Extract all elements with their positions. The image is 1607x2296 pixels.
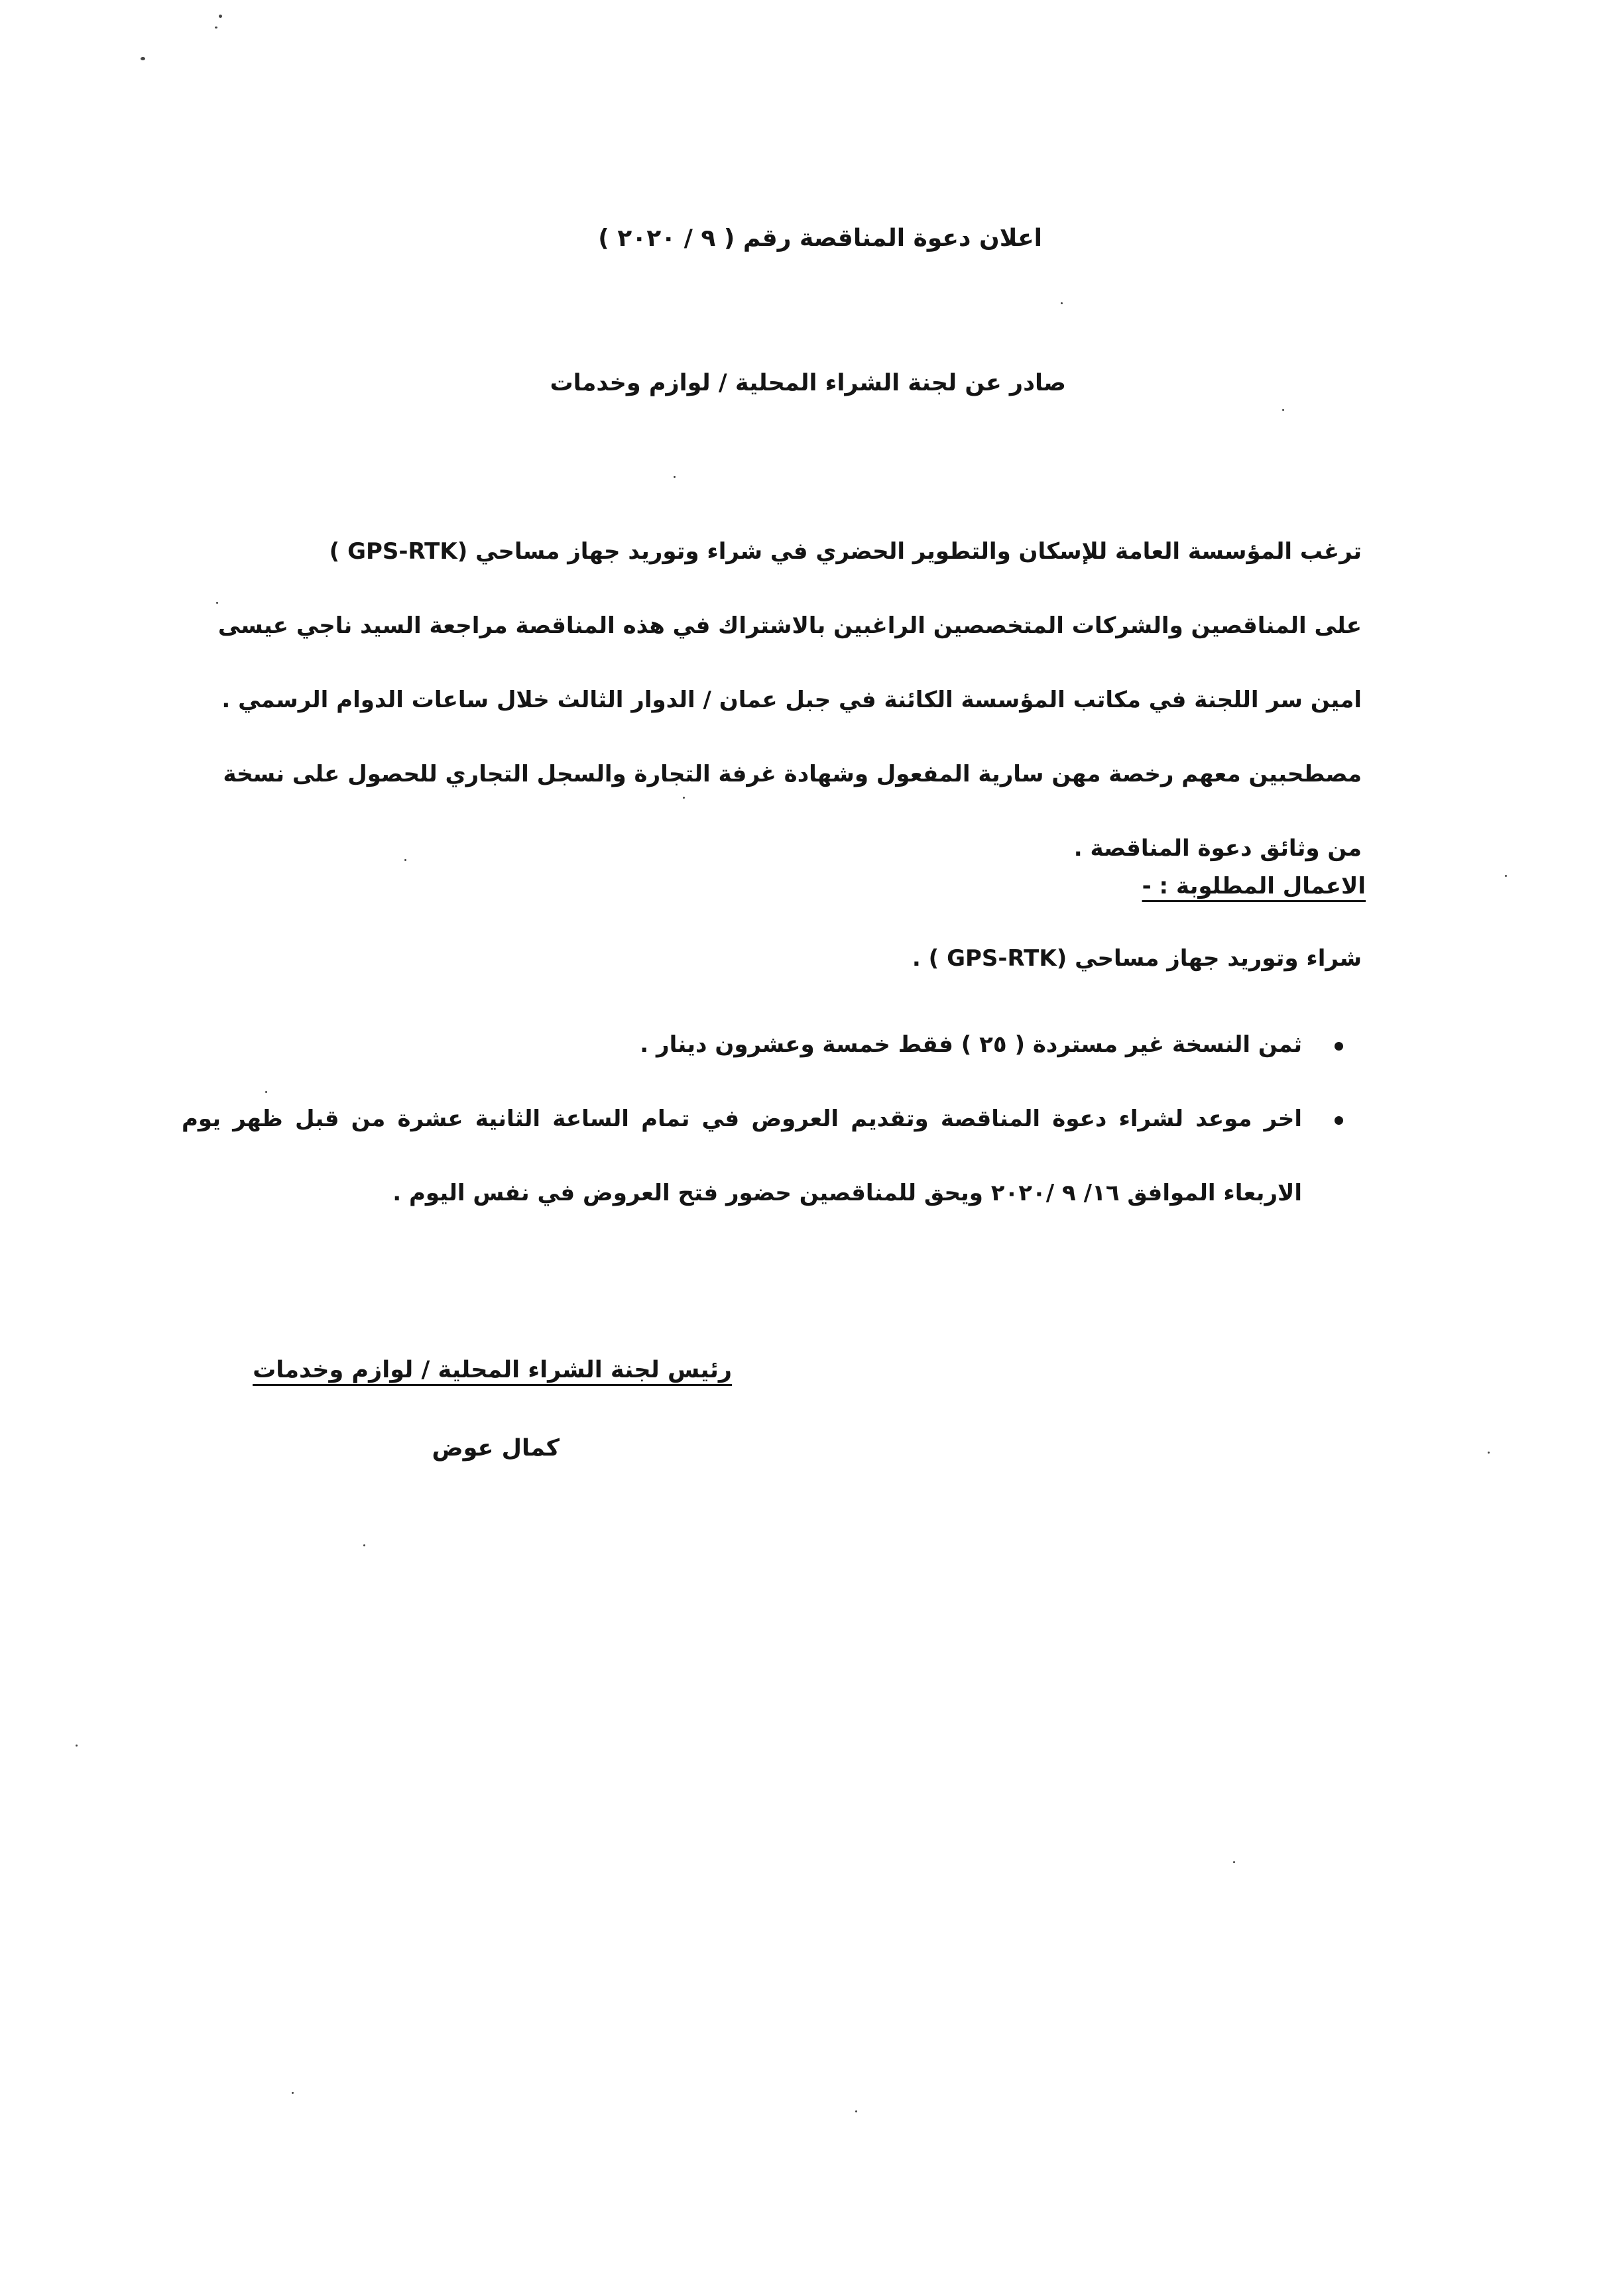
scan-speck: [1282, 409, 1284, 411]
list-item: [182, 1082, 1362, 1230]
bullet-icon: [1335, 1116, 1343, 1125]
body-line: ترغب المؤسسة العامة للإسكان والتطوير الحضري في شراء وتوريد جهاز مساحي (GPS-RTK ): [329, 538, 1362, 565]
scan-speck: [292, 2092, 294, 2094]
scan-speck: [215, 27, 217, 29]
body-line: مصطحبين معهم رخصة مهن سارية المفعول وشهادة غرفة التجارة والسجل التجاري للحصول على نسخة: [223, 761, 1362, 787]
bullet-icon: [1335, 1042, 1343, 1051]
scan-speck: [363, 1544, 365, 1546]
required-item: شراء وتوريد جهاز مساحي (GPS-RTK ) .: [912, 945, 1362, 972]
scan-speck: [1488, 1452, 1490, 1454]
body-paragraph: [217, 514, 1362, 886]
scan-speck: [1061, 302, 1063, 304]
signature-title: رئيس لجنة الشراء المحلية / لوازم وخدمات: [253, 1357, 732, 1383]
list-item: [251, 1007, 1362, 1082]
issuer-line: صادر عن لجنة الشراء المحلية / لوازم وخدمات: [550, 370, 1066, 396]
scan-speck: [404, 859, 406, 861]
scan-speck: [683, 797, 685, 799]
scan-speck: [265, 1091, 267, 1093]
list-item-text: اخر موعد لشراء دعوة المناقصة وتقديم العروض في تمام الساعة الثانية عشرة من قبل ظهر يوم: [182, 1106, 1302, 1132]
scan-speck: [216, 602, 218, 604]
announcement-title: اعلان دعوة المناقصة رقم ( ٩ / ٢٠٢٠ ): [598, 225, 1042, 252]
scan-speck: [1233, 1861, 1235, 1863]
body-line: على المناقصين والشركات المتخصصين الراغبين بالاشتراك في هذه المناقصة مراجعة السيد ناجي عيسى: [217, 612, 1362, 639]
scan-speck: [855, 2110, 857, 2112]
scan-speck: [674, 476, 676, 478]
body-line: امين سر اللجنة في مكاتب المؤسسة الكائنة في جبل عمان / الدوار الثالث خلال ساعات الدوام الرسمي .: [221, 687, 1362, 713]
scan-speck: [76, 1745, 78, 1747]
body-line: من وثائق دعوة المناقصة .: [1073, 835, 1362, 862]
list-item-text: ثمن النسخة غير مستردة ( ٢٥ ) فقط خمسة وعشرون دينار .: [640, 1031, 1302, 1058]
scan-speck: [141, 57, 145, 60]
scan-speck: [219, 15, 222, 18]
list-item-text: الاربعاء الموافق ١٦/ ٩ /٢٠٢٠ ويحق للمناقصين حضور فتح العروض في نفس اليوم .: [392, 1180, 1302, 1206]
signature-name: كمال عوض: [432, 1435, 560, 1462]
scan-speck: [1505, 875, 1507, 877]
required-works-heading: الاعمال المطلوبة : -: [1142, 873, 1366, 899]
conditions-list: [182, 1007, 1362, 1230]
